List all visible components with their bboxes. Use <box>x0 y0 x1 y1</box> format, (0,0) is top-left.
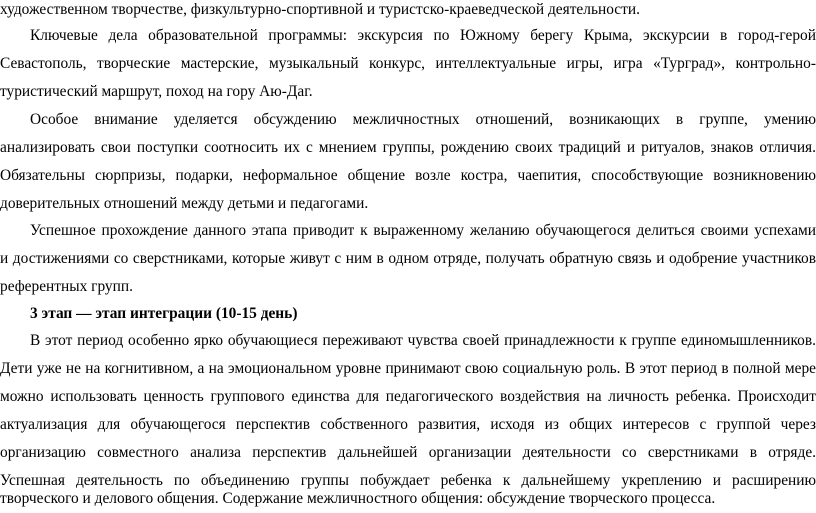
text-line: Дети уже не на когнитивном, а на эмоциональном уровне принимают свою социальную роль. В этот период в полной мере <box>0 360 816 377</box>
text-line: доверительных отношений между детьми и педагогами. <box>0 195 369 212</box>
text-line: Особое внимание уделяется обсуждению межличностных отношений, возникающих в группе, умению <box>30 111 816 128</box>
text-line: Севастополь, творческие мастерские, музыкальный конкурс, интеллектуальные игры, игра «Турград», контрольно- <box>0 55 816 72</box>
text-line: В этот период особенно ярко обучающиеся переживают чувства своей принадлежности к группе единомышленников. <box>30 332 816 349</box>
text-line: актуализация для обучающегося перспектив собственного развития, исходя из общих интересов с группой через <box>0 416 816 433</box>
text-line: можно использовать ценность группового единства для педагогического воздействия на личность ребенка. Происходит <box>0 388 816 405</box>
section-heading: 3 этап — этап интеграции (10-15 день) <box>30 305 298 322</box>
text-line: анализировать свои поступки соотносить их с мнением группы, рождению своих традиций и ритуалов, знаков отличия. <box>0 139 816 156</box>
text-line: организацию совместного анализа перспектив дальнейшей организации деятельности со сверстниками в отряде. <box>0 444 816 461</box>
text-line: Успешная деятельность по объединению группы побуждает ребенка к дальнейшему укреплению и расширению <box>0 472 816 489</box>
text-line: Успешное прохождение данного этапа приводит к выраженному желанию обучающегося делиться своими успехами <box>30 222 816 239</box>
text-line: Обязательны сюрпризы, подарки, неформальное общение возле костра, чаепития, способствующие возникновению <box>0 167 816 184</box>
text-line: Ключевые дела образовательной программы: экскурсия по Южному берегу Крыма, экскурсии в город-герой <box>30 27 816 44</box>
text-line: художественном творчестве, физкультурно-спортивной и туристско-краеведческой деятельности. <box>0 1 640 18</box>
text-line: и достижениями со сверстниками, которые живут с ним в одном отряде, получать обратную связь и одобрение участников <box>0 250 816 267</box>
text-line: творческого и делового общения. Содержание межличностного общения: обсуждение творческого процесса. <box>0 490 716 507</box>
text-line: референтных групп. <box>0 278 133 295</box>
text-line: туристический маршрут, поход на гору Аю-Даг. <box>0 83 313 100</box>
